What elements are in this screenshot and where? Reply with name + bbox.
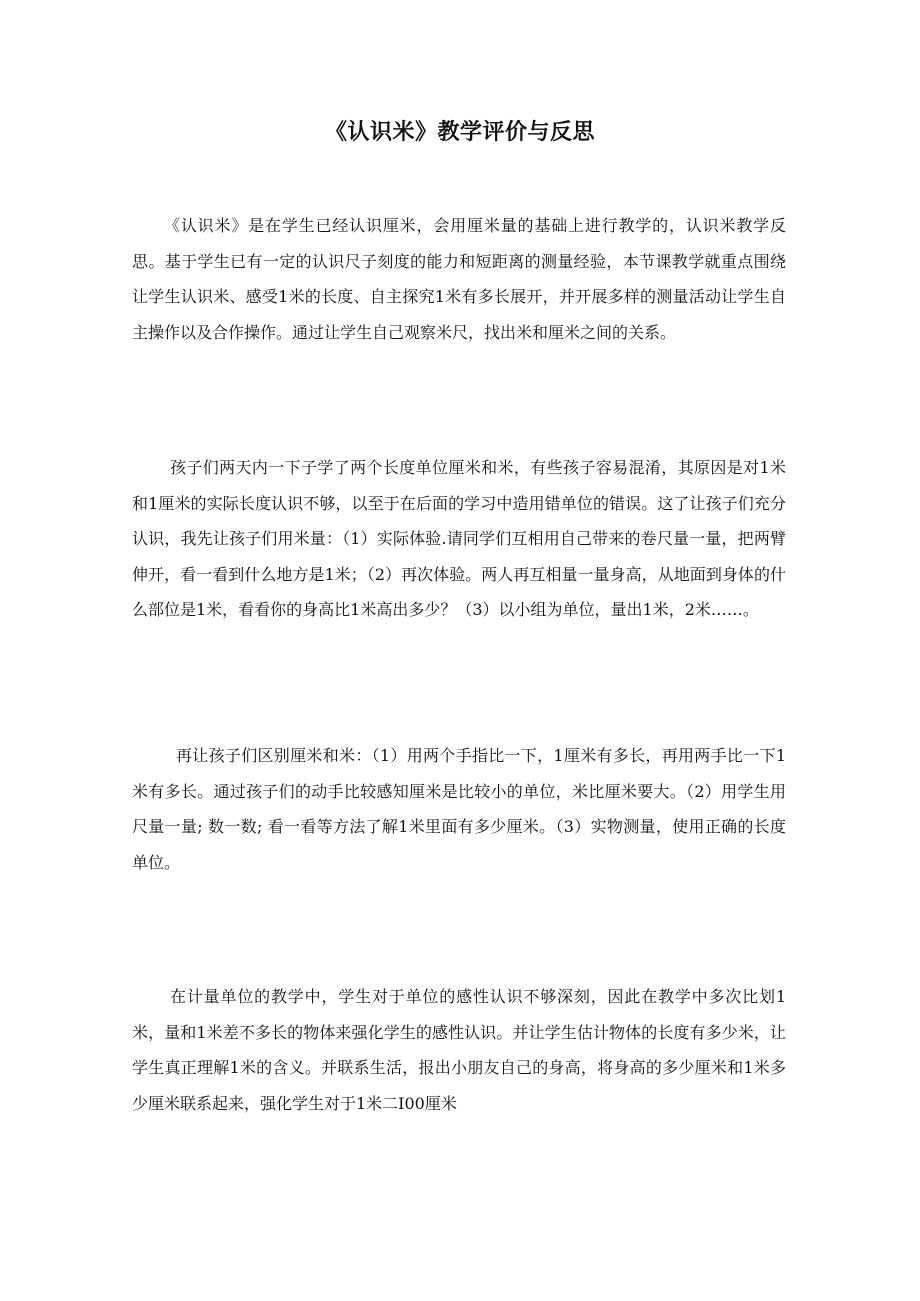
document-title: 《认识米》教学评价与反思 xyxy=(324,119,595,145)
paragraph-2: 孩子们两天内一下子学了两个长度单位厘米和米，有些孩子容易混淆，其原因是对1米和1厘米的实际长度认识不够，以至于在后面的学习中造用错单位的错误。这了让孩子们充分认识，我先让孩子们用米量：（1）实际体验.请同学们互相用自己带来的卷尺量一量，把两臂伸开，看一看到什么地方是1米；（2）再次体验。两人再互相量一量身高，从地面到身体的什么部位是1米，看看你的身高比1米高出多少？（3）以小组为单位，量出1米，2米……。 xyxy=(132,458,786,619)
paragraph-1: 《认识米》是在学生已经认识厘米，会用厘米量的基础上进行教学的，认识米教学反思。基于学生已有一定的认识尺子刻度的能力和短距离的测量经验，本节课教学就重点围绕让学生认识米、感受1米的长度、自主探究1米有多长展开，并开展多样的测量活动让学生自主操作以及合作操作。通过让学生自己观察米尺，找出米和厘米之间的关系。 xyxy=(132,216,786,342)
paragraph-3: 再让孩子们区别厘米和米：（1）用两个手指比一下，1厘米有多长，再用两手比一下1米有多长。通过孩子们的动手比较感知厘米是比较小的单位，米比厘米要大。（2）用学生用尺量一量; 数一数; 看一看等方法了解1米里面有多少厘米。（3）实物测量，使用正确的长度单位。 xyxy=(132,746,786,872)
paragraph-4: 在计量单位的教学中，学生对于单位的感性认识不够深刻，因此在教学中多次比划1米，量和1米差不多长的物体来强化学生的感性认识。并让学生估计物体的长度有多少米，让学生真正理解1米的含义。并联系生活，报出小朋友自己的身高，将身高的多少厘米和1米多少厘米联系起来，强化学生对于1米二I00厘米 xyxy=(132,987,786,1113)
